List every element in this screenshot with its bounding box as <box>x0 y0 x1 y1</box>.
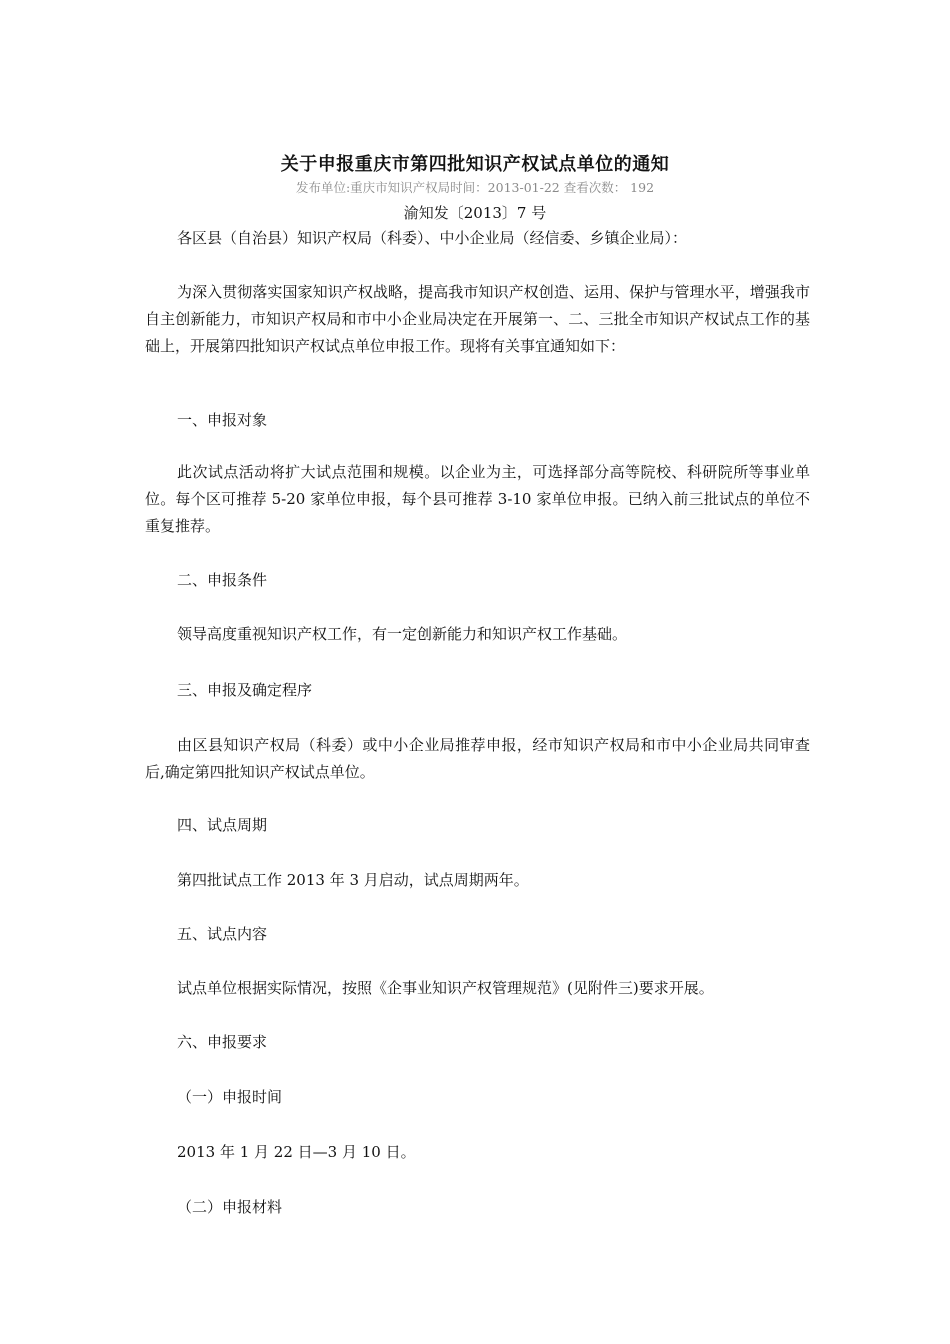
addressee: 各区县（自治县）知识产权局（科委）、中小企业局（经信委、乡镇企业局）： <box>177 229 688 247</box>
subsection-heading: （一）申报时间 <box>177 1088 283 1106</box>
section-body: 领导高度重视知识产权工作，有一定创新能力和知识产权工作基础。 <box>177 625 628 643</box>
subsection-heading: （二）申报材料 <box>177 1198 283 1216</box>
section-heading: 四、试点周期 <box>177 816 268 834</box>
section-body: 试点单位根据实际情况，按照《企事业知识产权管理规范》(见附件三)要求开展。 <box>177 979 714 997</box>
section-heading: 二、申报条件 <box>177 571 268 589</box>
section-heading: 三、申报及确定程序 <box>177 681 313 699</box>
subsection-body: 2013 年 1 月 22 日—3 月 10 日。 <box>177 1143 416 1161</box>
document-title: 关于申报重庆市第四批知识产权试点单位的通知 <box>280 154 670 175</box>
section-heading: 一、申报对象 <box>177 411 268 429</box>
section-heading: 五、试点内容 <box>177 925 268 943</box>
publish-meta: 发布单位:重庆市知识产权局时间：2013-01-22 查看次数： 192 <box>295 180 655 195</box>
section-body: 此次试点活动将扩大试点范围和规模。以企业为主，可选择部分高等院校、科研院所等事业单位。每个区可推荐 5-20 家单位申报，每个县可推荐 3-10 家单位申报。已纳入前三批试点的单位不重复推荐。 <box>145 463 810 535</box>
section-body: 第四批试点工作 2013 年 3 月启动，试点周期两年。 <box>177 871 529 889</box>
section-heading: 六、申报要求 <box>177 1033 268 1051</box>
intro-paragraph: 为深入贯彻落实国家知识产权战略，提高我市知识产权创造、运用、保护与管理水平，增强我市自主创新能力，市知识产权局和市中小企业局决定在开展第一、二、三批全市知识产权试点工作的基础上，开展第四批知识产权试点单位申报工作。现将有关事宜通知如下： <box>145 283 810 355</box>
document-number: 渝知发〔2013〕7 号 <box>403 204 547 222</box>
section-body: 由区县知识产权局（科委）或中小企业局推荐申报，经市知识产权局和市中小企业局共同审查后,确定第四批知识产权试点单位。 <box>145 736 810 781</box>
